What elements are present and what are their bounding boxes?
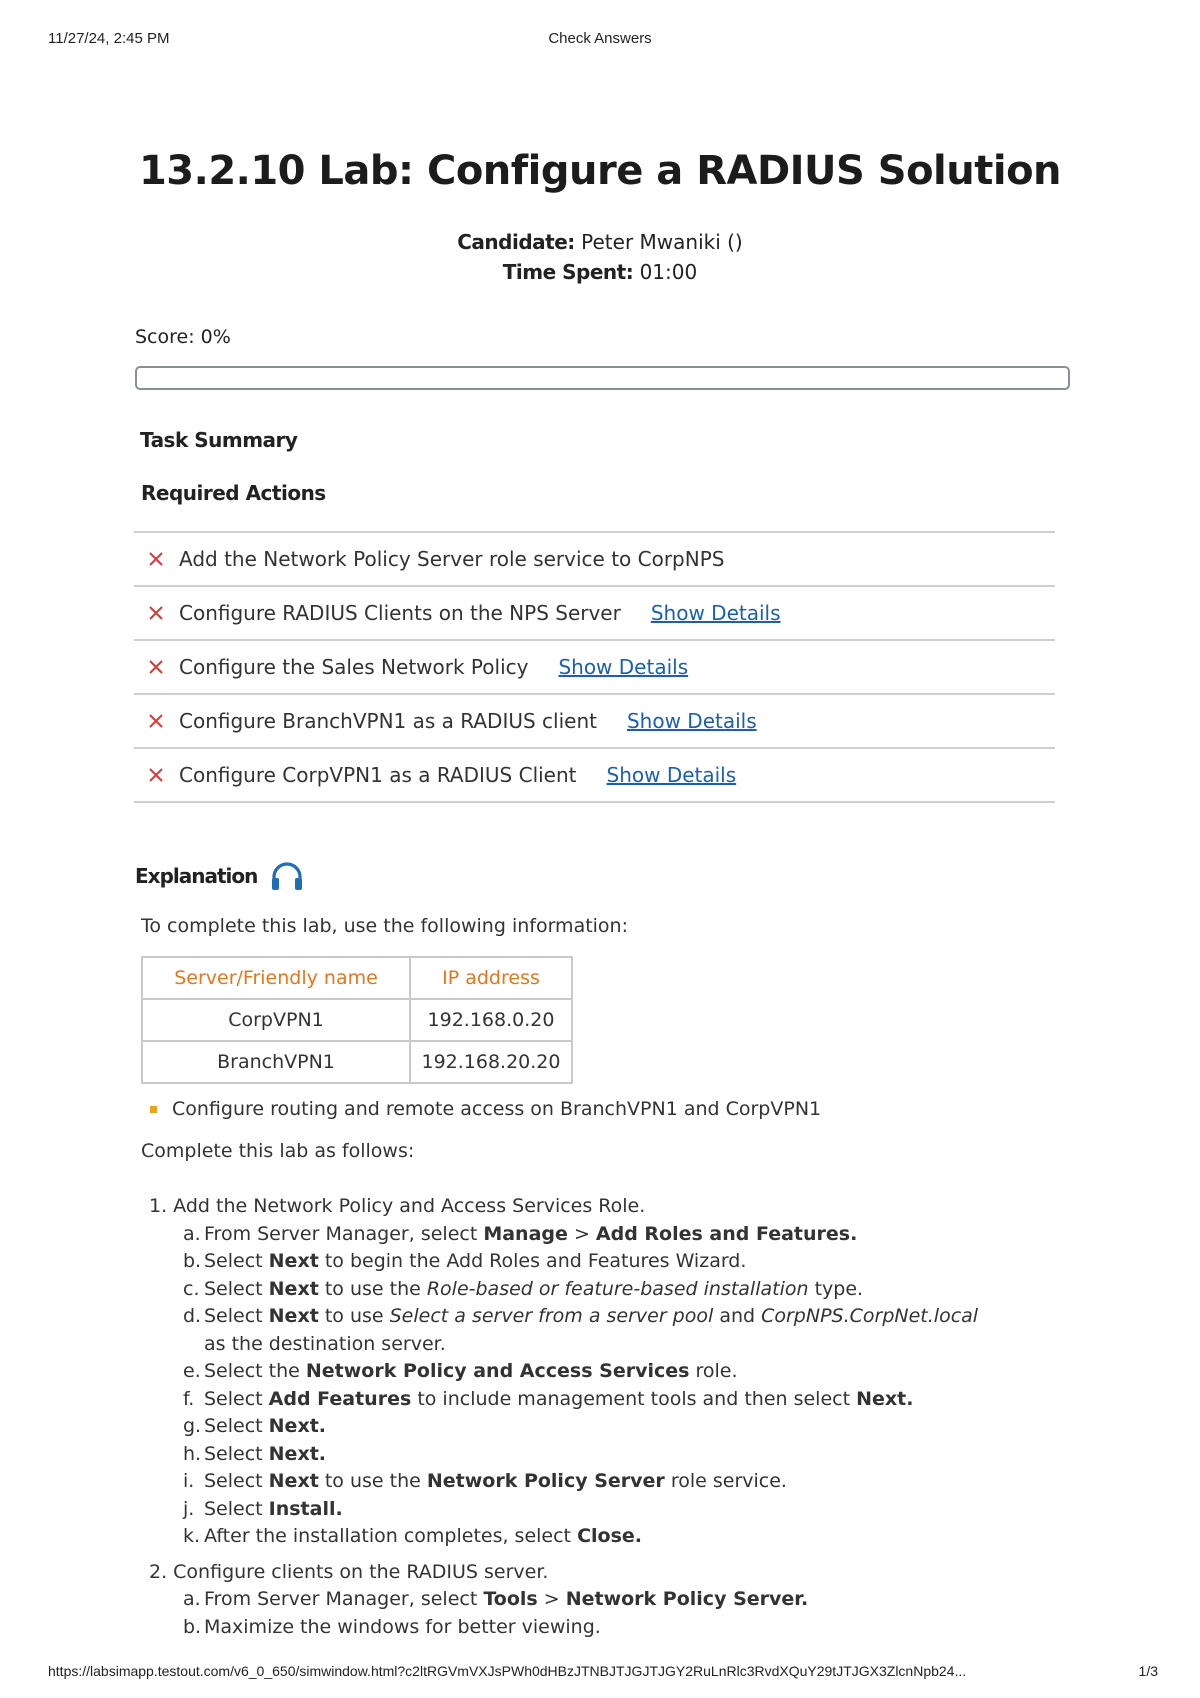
text-run: From Server Manager, select <box>204 1588 484 1610</box>
action-item <box>134 533 1055 587</box>
bold-run: Add Roles and Features. <box>595 1222 858 1245</box>
headphones-icon[interactable] <box>269 860 305 892</box>
text-run: role. <box>689 1360 738 1382</box>
explanation-heading: Explanation <box>135 864 258 888</box>
fail-x-icon <box>148 605 164 621</box>
bold-run: Network Policy and Access Services <box>305 1360 690 1382</box>
list-item <box>149 1221 1004 1249</box>
list-letter: c. <box>183 1277 200 1300</box>
list-text <box>204 1303 1004 1358</box>
table-row <box>142 1041 572 1083</box>
list-item <box>149 1303 1004 1358</box>
text-run: Maximize the windows for better viewing. <box>204 1615 601 1638</box>
list-item <box>149 1441 1004 1469</box>
text-run: Select <box>204 1250 269 1272</box>
list-item <box>149 1413 1004 1441</box>
text-run: > <box>567 1222 596 1245</box>
steps-list <box>149 1193 1004 1641</box>
table-cell: 192.168.20.20 <box>410 1041 572 1083</box>
list-item <box>149 1358 1004 1386</box>
server-info-table <box>141 956 573 1084</box>
step-title: 1. Add the Network Policy and Access Services Role. <box>149 1195 646 1217</box>
show-details-link[interactable]: Show Details <box>626 709 757 733</box>
list-item <box>149 1468 1004 1496</box>
text-run: Select <box>204 1387 269 1410</box>
time-spent-value: 01:00 <box>639 260 698 284</box>
step-title: 2. Configure clients on the RADIUS server. <box>149 1560 549 1583</box>
bold-run: Next. <box>268 1442 326 1465</box>
list-text <box>204 1413 1004 1441</box>
text-run: as the destination server. <box>204 1332 446 1355</box>
complete-instructions: Complete this lab as follows: <box>141 1140 415 1162</box>
list-letter: b. <box>183 1250 202 1272</box>
text-run: Select the <box>204 1360 306 1382</box>
text-run: role service. <box>664 1470 787 1492</box>
score-label: Score: 0% <box>135 326 231 348</box>
show-details-link[interactable]: Show Details <box>606 763 737 787</box>
table-header: Server/Friendly name <box>142 957 410 999</box>
list-item <box>149 1586 1004 1614</box>
list-text <box>204 1614 1004 1642</box>
list-item <box>149 1386 1004 1414</box>
action-item <box>134 749 1055 803</box>
text-run: to use <box>318 1305 390 1327</box>
italic-run: Select a server from a server pool <box>389 1305 714 1327</box>
fail-x-icon <box>148 713 164 729</box>
text-run: From Server Manager, select <box>204 1222 484 1245</box>
fail-x-icon <box>148 659 164 675</box>
list-letter: b. <box>183 1615 202 1638</box>
list-text <box>204 1496 1004 1524</box>
list-item <box>149 1523 1004 1551</box>
text-run: and <box>713 1305 762 1327</box>
list-text <box>204 1276 1004 1304</box>
fail-x-icon <box>148 767 164 783</box>
bullet-text: Configure routing and remote access on BranchVPN1 and CorpVPN1 <box>172 1098 822 1120</box>
text-run: to include management tools and then select <box>411 1387 857 1410</box>
table-cell: 192.168.0.20 <box>410 999 572 1041</box>
bullet-item <box>150 1098 821 1120</box>
task-summary-heading: Task Summary <box>140 428 298 452</box>
list-letter: h. <box>183 1442 202 1465</box>
text-run: to use the <box>318 1277 427 1300</box>
text-run: Select <box>204 1305 269 1327</box>
bold-run: Manage <box>483 1222 568 1245</box>
list-item <box>149 1614 1004 1642</box>
table-row <box>142 999 572 1041</box>
time-spent-label: Time Spent: <box>502 260 634 284</box>
list-text <box>204 1441 1004 1469</box>
list-text <box>204 1523 1004 1551</box>
action-text: Add the Network Policy Server role service to CorpNPS <box>179 547 725 571</box>
list-text <box>204 1221 1004 1249</box>
italic-run: CorpNPS.CorpNet.local <box>761 1305 979 1327</box>
bold-run: Install. <box>268 1497 343 1520</box>
action-item <box>134 587 1055 641</box>
candidate-value: Peter Mwaniki () <box>581 230 743 254</box>
bold-run: Next <box>268 1277 319 1300</box>
list-letter: a. <box>183 1222 201 1245</box>
bold-run: Tools <box>483 1588 538 1610</box>
italic-run: Role-based or feature-based installation <box>426 1277 809 1300</box>
text-run: to use the <box>318 1470 427 1492</box>
list-letter: e. <box>183 1360 201 1382</box>
show-details-link[interactable]: Show Details <box>650 601 781 625</box>
list-letter: d. <box>183 1305 202 1327</box>
page-title: 13.2.10 Lab: Configure a RADIUS Solution <box>138 148 1062 194</box>
text-run: to begin the Add Roles and Features Wizard. <box>318 1250 747 1272</box>
action-item <box>134 695 1055 749</box>
text-run: Select <box>204 1470 269 1492</box>
table-cell: CorpVPN1 <box>142 999 410 1041</box>
list-text <box>204 1358 1004 1386</box>
list-text <box>204 1248 1004 1276</box>
bullet-square-icon <box>150 1106 157 1113</box>
text-run: Select <box>204 1277 269 1300</box>
print-page-title: Check Answers <box>548 30 652 47</box>
bold-run: Next <box>268 1470 319 1492</box>
show-details-link[interactable]: Show Details <box>558 655 689 679</box>
list-letter: k. <box>183 1525 201 1547</box>
bold-run: Add Features <box>268 1387 412 1410</box>
required-actions-heading: Required Actions <box>141 481 326 505</box>
list-letter: j. <box>183 1497 195 1520</box>
bold-run: Next <box>268 1305 319 1327</box>
time-spent-line <box>0 260 1200 284</box>
text-run: Select <box>204 1442 269 1465</box>
print-url: https://labsimapp.testout.com/v6_0_650/simwindow.html?c2ltRGVmVXJsPWh0dHBzJTNBJTJGJTJGY2RuLnRlc3RvdXQuY29tJTJGX3ZlcnNpb24... <box>48 1663 967 1679</box>
required-actions-list <box>134 531 1055 803</box>
explanation-intro: To complete this lab, use the following information: <box>141 915 629 937</box>
bold-run: Close. <box>577 1525 642 1547</box>
action-text: Configure the Sales Network Policy <box>179 655 529 679</box>
action-text: Configure BranchVPN1 as a RADIUS client <box>179 709 597 733</box>
action-item <box>134 641 1055 695</box>
print-page-number: 1/3 <box>1138 1663 1158 1679</box>
list-letter: g. <box>183 1415 202 1437</box>
score-progress-bar <box>135 366 1070 390</box>
text-run: type. <box>808 1277 864 1300</box>
list-letter: a. <box>183 1588 201 1610</box>
candidate-line <box>0 230 1200 254</box>
bold-run: Network Policy Server. <box>565 1588 809 1610</box>
bold-run: Network Policy Server <box>426 1470 665 1492</box>
list-text <box>204 1468 1004 1496</box>
spacer <box>149 1551 1004 1559</box>
list-letter: i. <box>183 1470 195 1492</box>
table-header-row <box>142 957 572 999</box>
print-datetime: 11/27/24, 2:45 PM <box>48 30 170 47</box>
bold-run: Next. <box>268 1415 326 1437</box>
text-run: Select <box>204 1497 269 1520</box>
text-run: After the installation completes, select <box>204 1525 578 1547</box>
candidate-label: Candidate: <box>457 230 575 254</box>
list-item <box>149 1248 1004 1276</box>
text-run: Select <box>204 1415 269 1437</box>
list-text <box>204 1386 1004 1414</box>
action-text: Configure RADIUS Clients on the NPS Server <box>179 601 621 625</box>
list-text <box>204 1586 1004 1614</box>
bold-run: Next. <box>856 1387 914 1410</box>
text-run: > <box>537 1588 566 1610</box>
list-item <box>149 1496 1004 1524</box>
bold-run: Next <box>268 1250 319 1272</box>
table-cell: BranchVPN1 <box>142 1041 410 1083</box>
table-header: IP address <box>410 957 572 999</box>
fail-x-icon <box>148 551 164 567</box>
action-text: Configure CorpVPN1 as a RADIUS Client <box>179 763 577 787</box>
list-letter: f. <box>183 1387 195 1410</box>
list-item <box>149 1276 1004 1304</box>
